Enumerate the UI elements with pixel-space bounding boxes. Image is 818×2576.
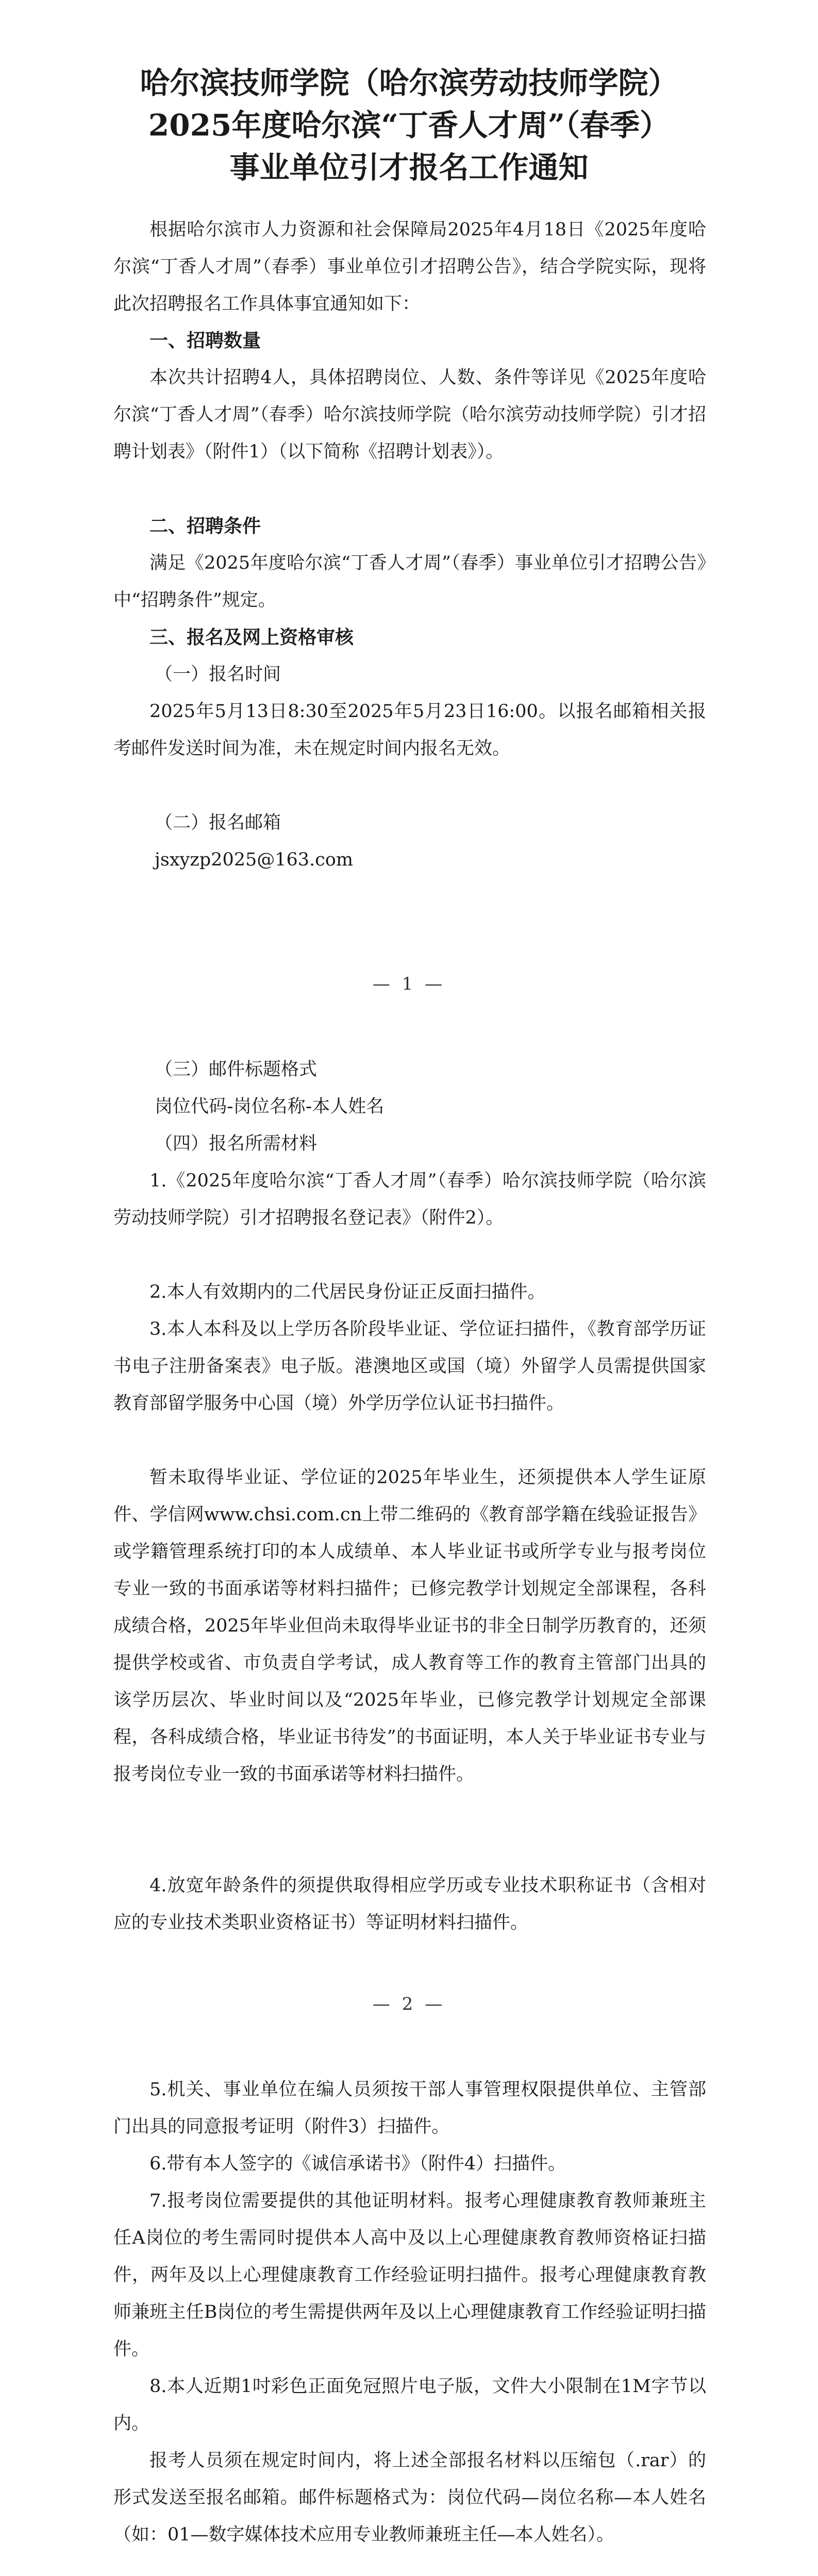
mail-title-format: 岗位代码-岗位名称-本人姓名: [155, 1096, 385, 1117]
material-8: 8.本人近期1吋彩色正面免冠照片电子版，文件大小限制在1M字节以内。: [113, 2376, 706, 2434]
material-3b: 暂未取得毕业证、学位证的2025年毕业生，还须提供本人学生证原件、学信网www.chsi.com.cn上带二维码的《教育部学籍在线验证报告》或学籍管理系统打印的本人成绩单、本人毕业证书或所学专业与报考岗位专业一致的书面承诺等材料扫描件；已修完教学计划规定全部课程，各科成绩合格，2025年毕业但尚未取得毕业证书的非全日制学历教育的，还须提供学校或省、市负责自学考试，成人教育等工作的教育主管部门出具的该学历层次、毕业时间以及“2025年毕业，已修完教学计划规定全部课程，各科成绩合格，毕业证书待发”的书面证明，本人关于毕业证书专业与报考岗位专业一致的书面承诺等材料扫描件。: [113, 1467, 706, 1785]
material-7: 7.报考岗位需要提供的其他证明材料。报考心理健康教育教师兼班主任A岗位的考生需同时提供本人高中及以上心理健康教育教师资格证扫描件，两年及以上心理健康教育工作经验证明扫描件。报考心理健康教育教师兼班主任B岗位的考生需提供两年及以上心理健康教育工作经验证明扫描件。: [113, 2191, 706, 2360]
package-instruction: 报考人员须在规定时间内，将上述全部报名材料以压缩包（.rar）的形式发送至报名邮箱。邮件标题格式为：岗位代码—岗位名称—本人姓名（如：01—数字媒体技术应用专业教师兼班主任—本人姓名）。: [113, 2450, 706, 2545]
section-1-text: 本次共计招聘4人，具体招聘岗位、人数、条件等详见《2025年度哈尔滨“丁香人才周”（春季）哈尔滨技师学院（哈尔滨劳动技师学院）引才招聘计划表》（附件1）（以下简称《招聘计划表》）。: [113, 367, 706, 462]
signup-email[interactable]: jsxyzp2025@163.com: [155, 850, 354, 870]
document-title: [0, 62, 818, 189]
section-1-heading: 一、招聘数量: [149, 330, 261, 351]
material-6: 6.带有本人签字的《诚信承诺书》（附件4）扫描件。: [149, 2154, 566, 2174]
material-3a: 3.本人本科及以上学历各阶段毕业证、学位证扫描件，《教育部学历证书电子注册备案表》电子版。港澳地区或国（境）外留学人员需提供国家教育部留学服务中心国（境）外学历学位认证书扫描件。: [113, 1319, 706, 1414]
section-2-text: 满足《2025年度哈尔滨“丁香人才周”（春季）事业单位引才招聘公告》中“招聘条件”规定。: [113, 553, 706, 611]
material-2: 2.本人有效期内的二代居民身份证正反面扫描件。: [149, 1282, 546, 1302]
page-1: [0, 0, 818, 1020]
material-4: 4.放宽年龄条件的须提供取得相应学历或专业技术职称证书（含相对应的专业技术类职业资格证书）等证明材料扫描件。: [113, 1875, 706, 1933]
section-2-heading: 二、招聘条件: [149, 515, 261, 537]
title-line-1: 哈尔滨技师学院（哈尔滨劳动技师学院）: [140, 65, 678, 100]
section-3-heading: 三、报名及网上资格审核: [149, 626, 354, 648]
title-line-2: 2025年度哈尔滨“丁香人才周”（春季）: [148, 108, 670, 143]
sub-heading-mail-format: （三）邮件标题格式: [155, 1059, 318, 1080]
material-5: 5.机关、事业单位在编人员须按干部人事管理权限提供单位、主管部门出具的同意报考证明（附件3）扫描件。: [113, 2079, 706, 2137]
page-number-1: — 1 —: [372, 974, 446, 994]
sub-heading-email: （二）报名邮箱: [155, 812, 281, 833]
sub-heading-materials: （四）报名所需材料: [155, 1133, 318, 1154]
page-2: [0, 1020, 818, 2040]
title-line-3: 事业单位引才报名工作通知: [229, 150, 589, 185]
signup-time-text: 2025年5月13日8:30至2025年5月23日16:00。以报名邮箱相关报考邮件发送时间为准，未在规定时间内报名无效。: [113, 701, 706, 759]
sub-heading-time: （一）报名时间: [155, 664, 281, 685]
page-3: [0, 2040, 818, 2576]
intro-paragraph: 根据哈尔滨市人力资源和社会保障局2025年4月18日《2025年度哈尔滨“丁香人才周”（春季）事业单位引才招聘公告》，结合学院实际，现将此次招聘报名工作具体事宜通知如下：: [113, 219, 706, 314]
page-number-2: — 2 —: [372, 1994, 446, 2014]
material-1: 1.《2025年度哈尔滨“丁香人才周”（春季）哈尔滨技师学院（哈尔滨劳动技师学院）引才招聘报名登记表》（附件2）。: [113, 1171, 706, 1228]
